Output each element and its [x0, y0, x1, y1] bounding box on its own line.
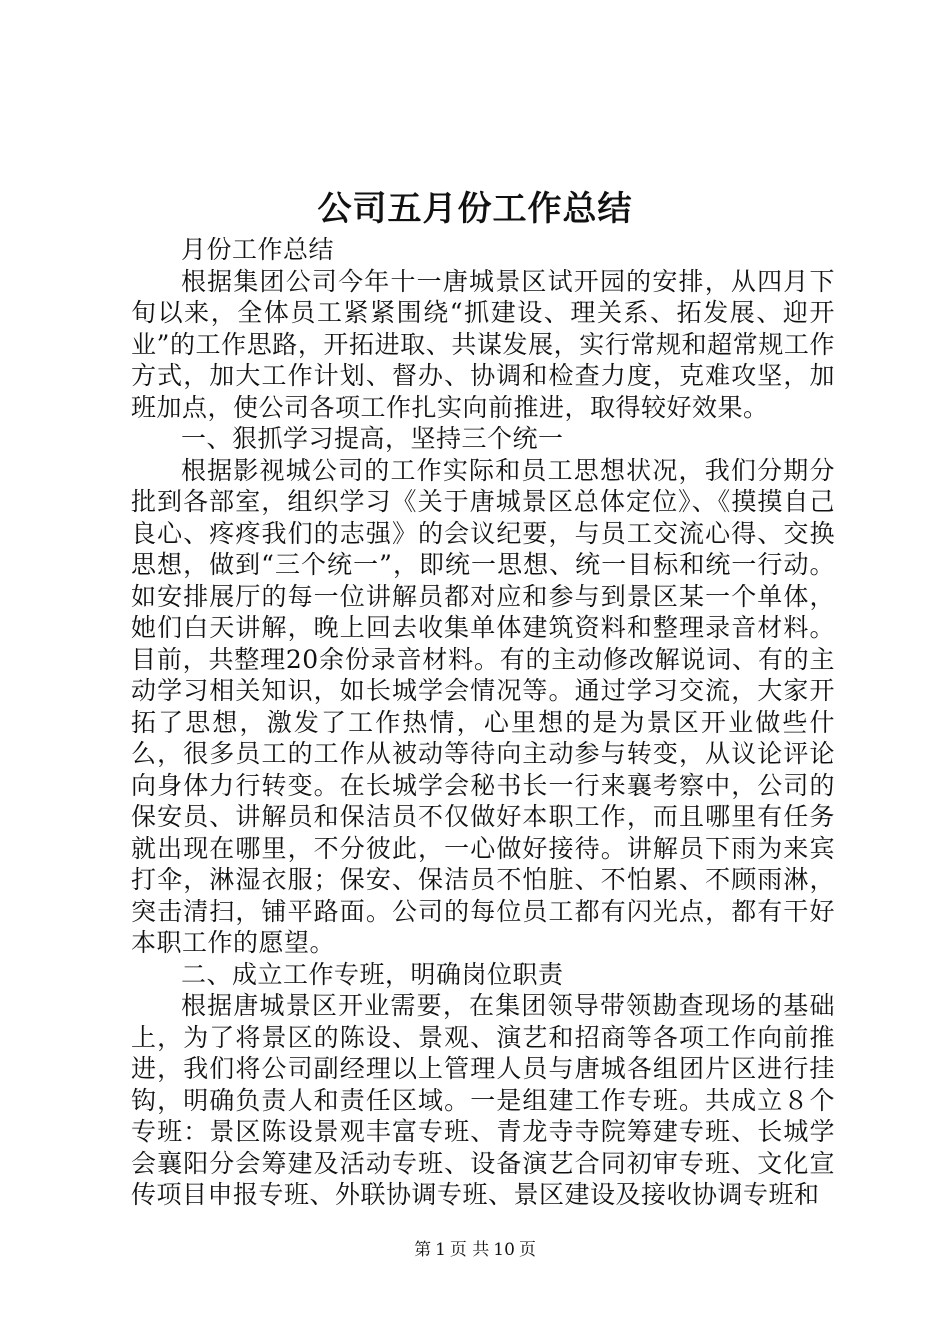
paragraph-section-1: 根据影视城公司的工作实际和员工思想状况，我们分期分批到各部室，组织学习《关于唐城景区总体定位》、《摸摸自己良心、疼疼我们的志强》的会议纪要，与员工交流心得、交换思想，做到“三个统一”，即统一思想、统一目标和统一行动。如安排展厅的每一位讲解员都对应和参与到景区某一个单体，她们白天讲解，晚上回去收集单体建筑资料和整理录音材料。目前，共整理20余份录音材料。有的主动修改解说词、有的主动学习相关知识，如长城学会情况等。通过学习交流，大家开拓了思想，激发了工作热情，心里想的是为景区开业做些什么，很多员工的工作从被动等待向主动参与转变，从议论评论向身体力行转变。在长城学会秘书长一行来襄考察中，公司的保安员、讲解员和保洁员不仅做好本职工作，而且哪里有任务就出现在哪里，不分彼此，一心做好接待。讲解员下雨为来宾打伞，淋湿衣服；保安、保洁员不怕脏、不怕累、不顾雨淋，突击清扫，铺平路面。公司的每位员工都有闪光点，都有干好本职工作的愿望。: [131, 455, 835, 957]
document-body: [131, 234, 835, 1211]
section-heading-2: 二、成立工作专班，明确岗位职责: [181, 959, 564, 989]
page-current-number: 1: [435, 1240, 446, 1260]
page-mid-label: 页 共: [449, 1240, 490, 1260]
page-suffix: 页: [518, 1240, 536, 1260]
document-subtitle: 月份工作总结: [181, 235, 335, 264]
page-footer: [0, 1239, 950, 1261]
paragraph-intro: 根据集团公司今年十一唐城景区试开园的安排，从四月下旬以来，全体员工紧紧围绕“抓建设、理关系、拓发展、迎开业”的工作思路，开拓进取、共谋发展，实行常规和超常规工作方式，加大工作计划、督办、协调和检查力度，克难攻坚，加班加点，使公司各项工作扎实向前推进，取得较好效果。: [131, 266, 835, 422]
section-heading-1: 一、狠抓学习提高，坚持三个统一: [181, 424, 564, 453]
page-total-number: 10: [493, 1240, 515, 1260]
document-title: 公司五月份工作总结: [317, 189, 633, 229]
paragraph-section-2: 根据唐城景区开业需要，在集团领导带领勘查现场的基础上，为了将景区的陈设、景观、演艺和招商等各项工作向前推进，我们将公司副经理以上管理人员与唐城各组团片区进行挂钩，明确负责人和责任区域。一是组建工作专班。共成立８个专班：景区陈设景观丰富专班、青龙寺寺院筹建专班、长城学会襄阳分会筹建及活动专班、设备演艺合同初审专班、文化宣传项目申报专班、外联协调专班、景区建设及接收协调专班和: [131, 991, 835, 1209]
page-prefix: 第: [414, 1240, 432, 1260]
